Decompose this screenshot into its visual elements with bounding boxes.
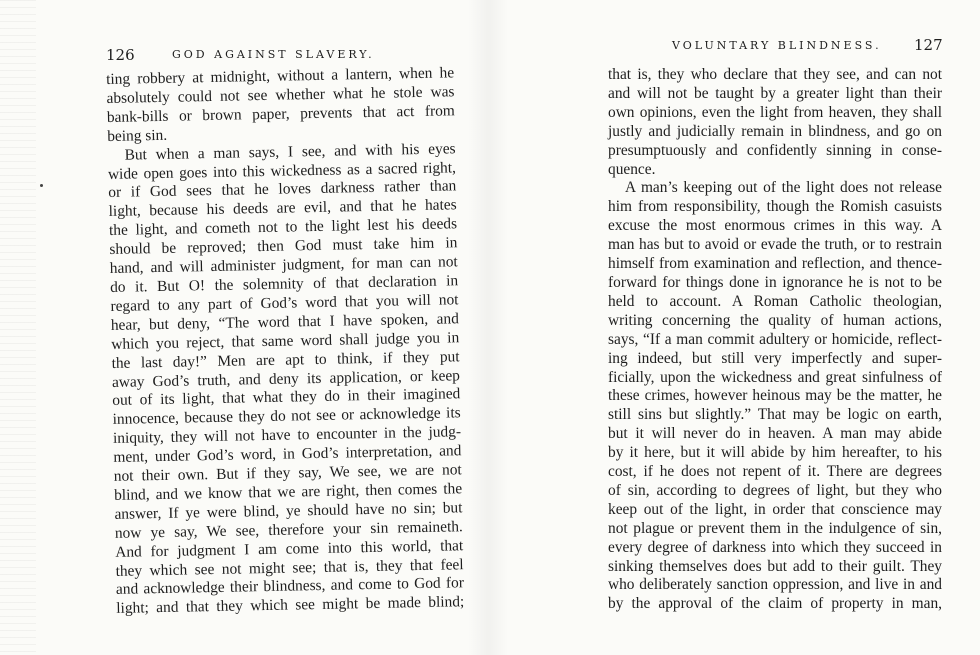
text-line: light; and that they which see might be made blind; bbox=[116, 593, 465, 618]
text-line: away God’s truth, and deny its application, or keep bbox=[111, 366, 461, 391]
text-line: but it will never do in heaven. A man may abide bbox=[608, 425, 942, 443]
text-line: bank-bills or brown paper, prevents that act from bbox=[106, 102, 455, 126]
text-line: A man’s keeping out of the light does not release bbox=[625, 179, 942, 197]
text-line: keep out of the light, in order that conscience may bbox=[608, 500, 942, 518]
text-line: by it here, but it will abide by him hereafter, to his bbox=[608, 444, 942, 462]
text-line: himself from examination and reflection, and thence- bbox=[608, 255, 942, 273]
text-line: they which see not might see; that is, they that feel bbox=[115, 555, 464, 580]
text-line: that is, they who declare that they see, and can not bbox=[608, 66, 942, 83]
text-line: by the approval of the claim of property in man, bbox=[608, 595, 942, 613]
text-line: not plague or prevent them in the indulgence of sin, bbox=[608, 519, 942, 537]
text-line: own opinions, even the light from heaven, they shall bbox=[608, 103, 942, 121]
text-line: still sins but slightly.” That may be logic on earth, bbox=[608, 406, 942, 424]
page-body-text bbox=[608, 66, 942, 614]
text-line: the light, and cometh not to the light lest his deeds bbox=[108, 215, 458, 240]
text-line: wide open goes into this wickedness as a sacred right, bbox=[107, 158, 457, 183]
text-line: absolutely could not see whether what he stole was bbox=[106, 83, 455, 107]
left-page bbox=[0, 0, 480, 655]
text-line: man has but to avoid or evade the truth, or to restrain bbox=[608, 236, 942, 254]
text-line: held to account. A Roman Catholic theologian, bbox=[608, 292, 942, 310]
text-line: light, because his deeds are evil, and that he hates bbox=[108, 196, 457, 221]
text-line: sinking themselves does but add to their guilt. They bbox=[608, 557, 942, 575]
page-number: 126 bbox=[106, 46, 135, 64]
text-line: says, “If a man commit adultery or homicide, reflect- bbox=[608, 330, 942, 348]
text-line: And for judgment I am come into this world, that bbox=[115, 536, 464, 561]
text-line: and will not be taught by a greater light than their bbox=[608, 84, 942, 102]
text-line: ficially, upon the wickedness and great sinfulness of bbox=[608, 368, 942, 386]
text-line: presumptuously and confidently sinning in conse- bbox=[608, 141, 942, 159]
text-line: cost, if he does not repent of it. There are degrees bbox=[608, 463, 942, 481]
text-line: excuse the most enormous crimes in this way. A bbox=[608, 217, 942, 235]
text-line: blind, and we know that we are right, then comes the bbox=[113, 480, 463, 504]
text-line: forward for things done in ignorance he is not to be bbox=[608, 273, 942, 291]
text-line: answer, If ye were blind, ye should have no sin; but bbox=[114, 499, 463, 523]
text-line: should be reproved; then God must take him in bbox=[109, 234, 458, 259]
text-line: these crimes, however heinous may be the matter, he bbox=[608, 387, 942, 405]
text-line: writing concerning the quality of human actions, bbox=[608, 311, 942, 329]
running-head: GOD AGAINST SLAVERY. bbox=[172, 48, 375, 61]
text-line: do it. But O! the solemnity of that declaration in bbox=[109, 272, 459, 296]
text-line: him from responsibility, though the Romish casuists bbox=[608, 198, 942, 216]
right-page bbox=[480, 0, 980, 655]
text-line: hand, and will administer judgment, for man can not bbox=[109, 253, 458, 278]
text-line: iniquity, they will not have to encounter in the judg- bbox=[112, 423, 462, 448]
text-line: being sin. bbox=[107, 126, 168, 145]
page-number: 127 bbox=[914, 36, 943, 54]
page-body-text bbox=[106, 64, 464, 619]
text-line: regard to any part of God’s word that you will not bbox=[110, 291, 459, 315]
text-line: who deliberately sanction oppression, and live in and bbox=[608, 576, 942, 594]
text-line: every degree of darkness into which they succeed in bbox=[608, 538, 942, 556]
text-line: which you reject, that same word shall judge you in bbox=[111, 328, 460, 353]
text-line: and acknowledge their blindness, and come to God for bbox=[115, 574, 465, 599]
text-line: justly and judicially remain in blindness, and go on bbox=[608, 122, 942, 140]
text-line: ment, under God’s word, in God’s interpretation, and bbox=[113, 442, 462, 467]
text-line: ing indeed, but still very imperfectly and super- bbox=[608, 349, 942, 367]
text-line: out of its light, that what they do in their imagined bbox=[112, 385, 461, 410]
text-line: But when a man says, I see, and with his eyes bbox=[124, 139, 456, 164]
text-line: not their own. But if they say, We see, we are not bbox=[113, 461, 462, 485]
text-line: the last day!” Men are apt to think, if they put bbox=[111, 347, 460, 372]
text-line: quence. bbox=[608, 160, 656, 178]
text-line: ting robbery at midnight, without a lantern, when he bbox=[106, 64, 455, 88]
text-line: of sin, according to degrees of light, but they who bbox=[608, 481, 942, 499]
text-line: or if God sees that he loves darkness rather than bbox=[108, 177, 457, 202]
text-line: hear, but deny, “The word that I have spoken, and bbox=[110, 310, 459, 334]
running-head: VOLUNTARY BLINDNESS. bbox=[672, 39, 882, 52]
text-line: now ye say, We see, therefore your sin remaineth. bbox=[114, 517, 463, 542]
text-line: innocence, because they do not see or acknowledge its bbox=[112, 404, 461, 429]
